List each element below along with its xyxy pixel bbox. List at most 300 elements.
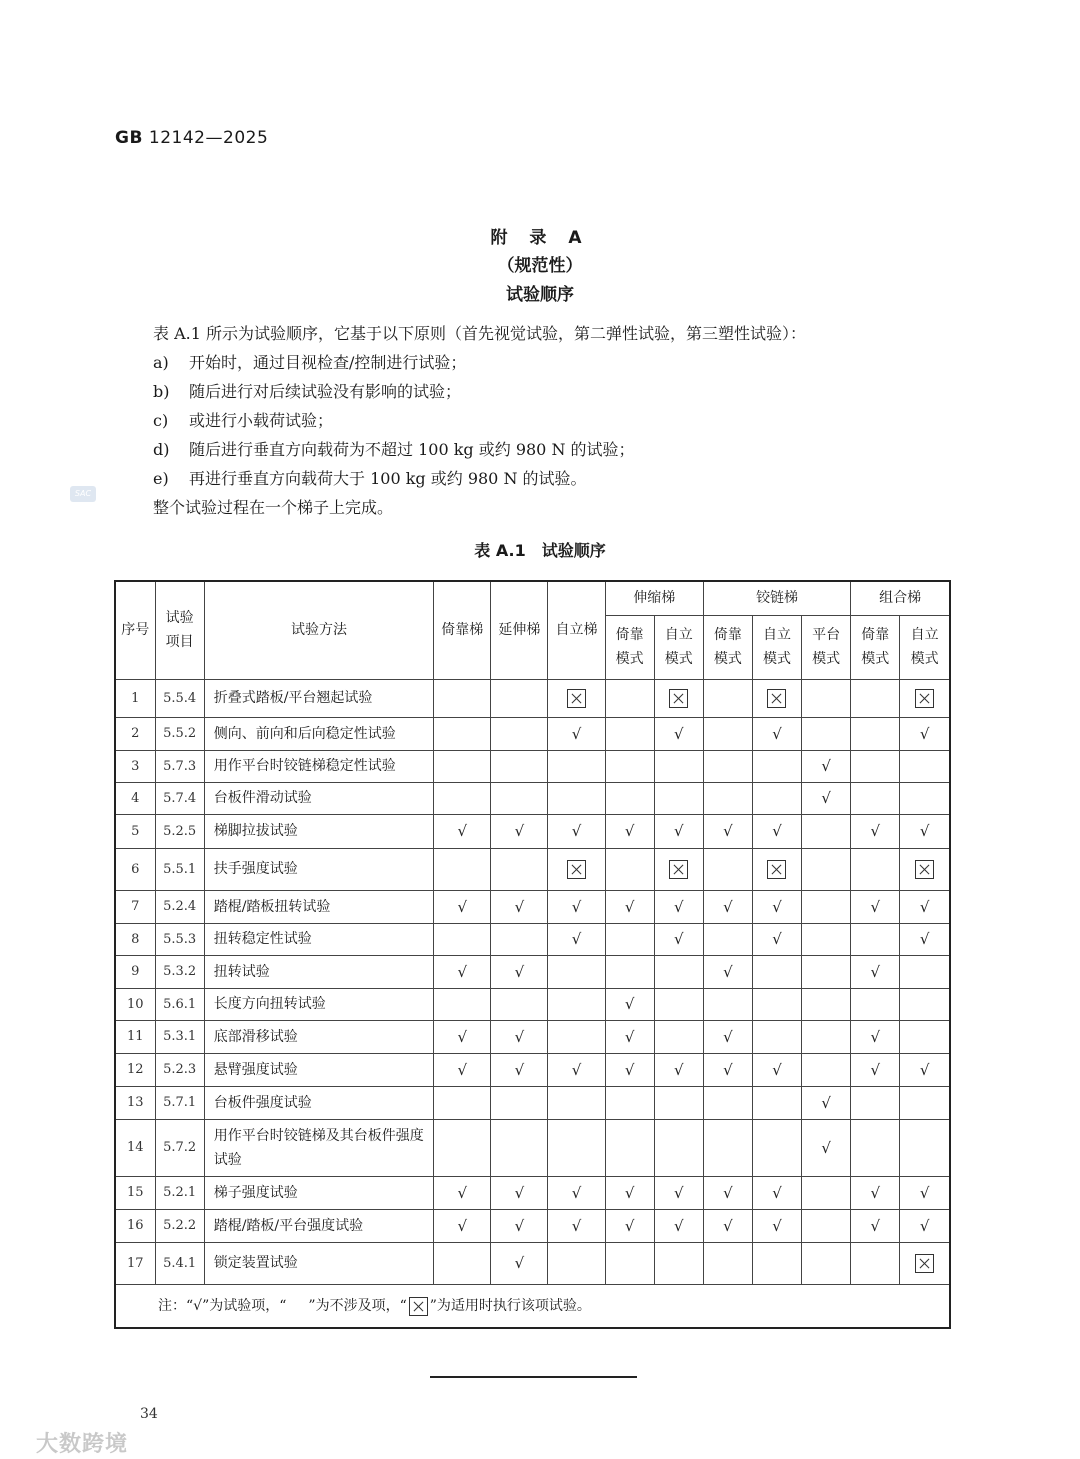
mark-cell: [802, 782, 851, 814]
row-index: 15: [115, 1176, 155, 1209]
check-mark-icon: √: [772, 1183, 782, 1202]
mark-cell: [851, 848, 900, 890]
check-mark-icon: √: [457, 1216, 468, 1235]
mark-cell: [548, 1086, 605, 1119]
mark-cell: [605, 848, 654, 890]
row-index: 4: [115, 782, 155, 814]
mark-cell: [703, 814, 752, 848]
mark-cell: [434, 814, 491, 848]
mark-cell: [654, 955, 703, 988]
row-clause: 5.3.2: [155, 955, 204, 988]
mark-cell: [654, 814, 703, 848]
row-clause: 5.5.2: [155, 717, 204, 750]
note-prefix: 注：“√”为试验项，“: [158, 1298, 287, 1315]
check-mark-icon: √: [723, 897, 733, 916]
mark-cell: [605, 750, 654, 782]
row-clause: 5.7.3: [155, 750, 204, 782]
row-index: 3: [115, 750, 155, 782]
mark-cell: [703, 1020, 752, 1053]
check-mark-icon: √: [673, 724, 684, 743]
mark-cell: [752, 679, 801, 717]
table-caption: 表 A.1 试验顺序: [474, 541, 606, 560]
mark-cell: [605, 955, 654, 988]
annex-type: （规范性）: [497, 256, 583, 276]
mark-cell: [851, 750, 900, 782]
mark-cell: [605, 988, 654, 1020]
row-method: 梯子强度试验: [204, 1176, 434, 1209]
header-method: 试验方法: [204, 581, 434, 679]
mark-cell: [802, 750, 851, 782]
intro-item-label: c): [153, 411, 169, 430]
row-index: 14: [115, 1119, 155, 1176]
mark-cell: [851, 1209, 900, 1242]
conditional-test-icon: [567, 860, 586, 879]
row-index: 6: [115, 848, 155, 890]
check-mark-icon: √: [772, 1216, 782, 1235]
check-mark-icon: √: [624, 822, 635, 840]
mark-cell: [802, 814, 851, 848]
mark-cell: [434, 848, 491, 890]
check-mark-icon: √: [624, 1060, 635, 1079]
mark-cell: [802, 848, 851, 890]
check-mark-icon: √: [723, 1027, 733, 1046]
mark-cell: [491, 1176, 548, 1209]
check-mark-icon: √: [514, 897, 525, 916]
mark-cell: [851, 955, 900, 988]
mark-cell: [703, 955, 752, 988]
intro-item: [153, 348, 973, 377]
mark-cell: [491, 988, 548, 1020]
table-row: [115, 955, 950, 988]
row-clause: 5.2.1: [155, 1176, 204, 1209]
mark-cell: [752, 1020, 801, 1053]
check-mark-icon: √: [514, 1183, 525, 1202]
mark-cell: [900, 1086, 950, 1119]
mark-cell: [491, 848, 548, 890]
mark-cell: [900, 1209, 950, 1242]
table-note: [115, 1284, 950, 1328]
table-row: [115, 1209, 950, 1242]
row-method: 扶手强度试验: [204, 848, 434, 890]
mark-cell: [434, 679, 491, 717]
mark-cell: [654, 750, 703, 782]
header-combination-lean-mode: 倚靠模式: [851, 615, 900, 679]
check-mark-icon: √: [457, 1027, 468, 1046]
mark-cell: [802, 890, 851, 923]
mark-cell: [491, 750, 548, 782]
conditional-test-icon: [409, 1297, 428, 1316]
intro-item-label: e): [153, 469, 169, 488]
mark-cell: [802, 1176, 851, 1209]
mark-cell: [900, 988, 950, 1020]
row-method: 台板件强度试验: [204, 1086, 434, 1119]
mark-cell: [548, 955, 605, 988]
row-method: 扭转稳定性试验: [204, 923, 434, 955]
table-row: [115, 890, 950, 923]
row-index: 16: [115, 1209, 155, 1242]
header-leaning-ladder: 倚靠梯: [434, 581, 491, 679]
check-mark-icon: √: [870, 1060, 880, 1079]
mark-cell: [654, 717, 703, 750]
check-mark-icon: √: [723, 1060, 733, 1079]
mark-cell: [548, 1209, 605, 1242]
table-row: [115, 988, 950, 1020]
mark-cell: [802, 923, 851, 955]
check-mark-icon: √: [624, 1027, 635, 1046]
conditional-test-icon: [915, 860, 934, 879]
header-combination-stand-mode: 自立模式: [900, 615, 950, 679]
check-mark-icon: √: [457, 1183, 468, 1202]
mark-cell: [654, 923, 703, 955]
check-mark-icon: √: [723, 822, 733, 840]
check-mark-icon: √: [821, 789, 831, 807]
mark-cell: [434, 1119, 491, 1176]
check-mark-icon: √: [571, 897, 582, 916]
conditional-test-icon: [767, 860, 786, 879]
mark-cell: [548, 890, 605, 923]
mark-cell: [434, 1176, 491, 1209]
table-row: [115, 1053, 950, 1086]
mark-cell: [491, 1053, 548, 1086]
mark-cell: [703, 923, 752, 955]
mark-cell: [654, 782, 703, 814]
row-method: 底部滑移试验: [204, 1020, 434, 1053]
row-index: 8: [115, 923, 155, 955]
mark-cell: [548, 988, 605, 1020]
mark-cell: [703, 679, 752, 717]
table-row: [115, 750, 950, 782]
row-clause: 5.2.5: [155, 814, 204, 848]
row-clause: 5.2.4: [155, 890, 204, 923]
intro-item-text: 开始时，通过目视检查/控制进行试验；: [189, 353, 467, 372]
intro-item: [153, 377, 973, 406]
check-mark-icon: √: [870, 1027, 880, 1046]
mark-cell: [434, 750, 491, 782]
test-sequence-table: [114, 580, 951, 1329]
check-mark-icon: √: [772, 1060, 782, 1079]
conditional-test-icon: [669, 689, 688, 708]
check-mark-icon: √: [821, 757, 831, 775]
mark-cell: [900, 848, 950, 890]
mark-cell: [802, 1119, 851, 1176]
header-standing-ladder: 自立梯: [548, 581, 605, 679]
mark-cell: [605, 1086, 654, 1119]
mark-cell: [802, 988, 851, 1020]
header-item: 试验项目: [155, 581, 204, 679]
mark-cell: [851, 814, 900, 848]
mark-cell: [548, 782, 605, 814]
check-mark-icon: √: [514, 1027, 525, 1046]
mark-cell: [752, 782, 801, 814]
check-mark-icon: √: [870, 897, 880, 916]
check-mark-icon: √: [772, 724, 782, 743]
row-index: 12: [115, 1053, 155, 1086]
mark-cell: [654, 890, 703, 923]
mark-cell: [605, 1176, 654, 1209]
intro-item: [153, 406, 973, 435]
table-row: [115, 1242, 950, 1284]
mark-cell: [752, 1119, 801, 1176]
mark-cell: [851, 717, 900, 750]
row-method: 悬臂强度试验: [204, 1053, 434, 1086]
check-mark-icon: √: [514, 962, 525, 981]
mark-cell: [548, 923, 605, 955]
header-hinged-ladder: 铰链梯: [703, 581, 850, 615]
check-mark-icon: √: [919, 1183, 930, 1202]
mark-cell: [752, 988, 801, 1020]
intro-item-text: 再进行垂直方向载荷大于 100 kg 或约 980 N 的试验。: [189, 469, 587, 488]
check-mark-icon: √: [457, 822, 468, 840]
intro-item-label: b): [153, 382, 170, 401]
mark-cell: [434, 890, 491, 923]
row-method: 台板件滑动试验: [204, 782, 434, 814]
mark-cell: [491, 1209, 548, 1242]
mark-cell: [605, 679, 654, 717]
intro-item-text: 随后进行垂直方向载荷为不超过 100 kg 或约 980 N 的试验；: [189, 440, 635, 459]
row-clause: 5.2.3: [155, 1053, 204, 1086]
mark-cell: [654, 679, 703, 717]
mark-cell: [491, 923, 548, 955]
row-clause: 5.6.1: [155, 988, 204, 1020]
mark-cell: [752, 750, 801, 782]
check-mark-icon: √: [723, 1216, 733, 1235]
mark-cell: [548, 1176, 605, 1209]
table-row: [115, 1020, 950, 1053]
mark-cell: [900, 1020, 950, 1053]
mark-cell: [900, 717, 950, 750]
header-telescopic-ladder: 伸缩梯: [605, 581, 703, 615]
mark-cell: [851, 1020, 900, 1053]
table-row: [115, 782, 950, 814]
mark-cell: [605, 1119, 654, 1176]
header-combination-ladder: 组合梯: [851, 581, 950, 615]
mark-cell: [900, 1242, 950, 1284]
intro-text: [153, 319, 973, 522]
mark-cell: [851, 1119, 900, 1176]
mark-cell: [851, 988, 900, 1020]
row-method: 侧向、前向和后向稳定性试验: [204, 717, 434, 750]
mark-cell: [491, 1020, 548, 1053]
mark-cell: [605, 1020, 654, 1053]
mark-cell: [491, 782, 548, 814]
mark-cell: [548, 1242, 605, 1284]
mark-cell: [548, 1053, 605, 1086]
conditional-test-icon: [567, 689, 586, 708]
mark-cell: [703, 1242, 752, 1284]
table-row: [115, 848, 950, 890]
mark-cell: [654, 1209, 703, 1242]
row-method: 锁定装置试验: [204, 1242, 434, 1284]
header-hinged-lean-mode: 倚靠模式: [703, 615, 752, 679]
check-mark-icon: √: [571, 724, 582, 743]
header-hinged-stand-mode: 自立模式: [752, 615, 801, 679]
mark-cell: [434, 955, 491, 988]
row-index: 10: [115, 988, 155, 1020]
check-mark-icon: √: [772, 822, 782, 840]
mark-cell: [752, 923, 801, 955]
intro-item-text: 或进行小载荷试验；: [189, 411, 334, 430]
sac-logo-icon: SAC: [70, 486, 96, 502]
mark-cell: [654, 1086, 703, 1119]
check-mark-icon: √: [624, 1183, 635, 1202]
mark-cell: [752, 848, 801, 890]
check-mark-icon: √: [457, 962, 468, 981]
mark-cell: [605, 890, 654, 923]
mark-cell: [605, 1209, 654, 1242]
table-row: [115, 1176, 950, 1209]
intro-item-label: a): [153, 353, 169, 372]
mark-cell: [605, 923, 654, 955]
table-row: [115, 1086, 950, 1119]
mark-cell: [900, 782, 950, 814]
check-mark-icon: √: [673, 1216, 684, 1235]
mark-cell: [654, 848, 703, 890]
test-sequence-table-wrapper: [114, 580, 951, 1329]
header-extension-ladder: 延伸梯: [491, 581, 548, 679]
mark-cell: [548, 1020, 605, 1053]
row-index: 13: [115, 1086, 155, 1119]
mark-cell: [654, 1176, 703, 1209]
row-method: 用作平台时铰链梯及其台板件强度试验: [204, 1119, 434, 1176]
mark-cell: [703, 848, 752, 890]
header-idx: 序号: [115, 581, 155, 679]
mark-cell: [605, 1242, 654, 1284]
mark-cell: [900, 1176, 950, 1209]
mark-cell: [900, 679, 950, 717]
check-mark-icon: √: [821, 1138, 831, 1157]
mark-cell: [703, 988, 752, 1020]
check-mark-icon: √: [571, 1183, 582, 1202]
annex-title: 附 录 A: [490, 228, 590, 248]
check-mark-icon: √: [870, 962, 880, 981]
row-method: 梯脚拉拔试验: [204, 814, 434, 848]
check-mark-icon: √: [919, 1060, 930, 1079]
check-mark-icon: √: [673, 897, 684, 916]
mark-cell: [802, 955, 851, 988]
check-mark-icon: √: [919, 822, 930, 840]
header-hinged-platform-mode: 平台模式: [802, 615, 851, 679]
intro-lead: 表 A.1 所示为试验顺序，它基于以下原则（首先视觉试验，第二弹性试验，第三塑性试验）：: [153, 324, 806, 343]
intro-item: [153, 464, 973, 493]
mark-cell: [703, 1209, 752, 1242]
mark-cell: [434, 1020, 491, 1053]
row-clause: 5.4.1: [155, 1242, 204, 1284]
check-mark-icon: √: [673, 1060, 684, 1079]
check-mark-icon: √: [514, 1216, 525, 1235]
mark-cell: [491, 679, 548, 717]
mark-cell: [851, 923, 900, 955]
row-clause: 5.7.4: [155, 782, 204, 814]
standard-prefix: GB: [115, 128, 143, 148]
conditional-test-icon: [767, 689, 786, 708]
mark-cell: [654, 1020, 703, 1053]
row-method: 用作平台时铰链梯稳定性试验: [204, 750, 434, 782]
check-mark-icon: √: [571, 1060, 582, 1079]
row-clause: 5.7.1: [155, 1086, 204, 1119]
mark-cell: [434, 1209, 491, 1242]
row-method: 踏棍/踏板扭转试验: [204, 890, 434, 923]
mark-cell: [802, 717, 851, 750]
mark-cell: [703, 1119, 752, 1176]
mark-cell: [900, 955, 950, 988]
mark-cell: [434, 923, 491, 955]
check-mark-icon: √: [673, 1183, 684, 1202]
mark-cell: [654, 1119, 703, 1176]
mark-cell: [491, 814, 548, 848]
annex-heading: 试验顺序: [506, 285, 574, 305]
intro-list: [153, 348, 973, 493]
mark-cell: [851, 679, 900, 717]
mark-cell: [851, 1242, 900, 1284]
table-row: [115, 923, 950, 955]
check-mark-icon: √: [772, 930, 782, 948]
check-mark-icon: √: [723, 1183, 733, 1202]
row-clause: 5.3.1: [155, 1020, 204, 1053]
table-row: [115, 1119, 950, 1176]
mark-cell: [802, 1086, 851, 1119]
header-telescopic-stand-mode: 自立模式: [654, 615, 703, 679]
mark-cell: [802, 679, 851, 717]
mark-cell: [802, 1242, 851, 1284]
check-mark-icon: √: [571, 1216, 582, 1235]
mark-cell: [752, 1053, 801, 1086]
check-mark-icon: √: [514, 1254, 525, 1272]
check-mark-icon: √: [919, 724, 930, 743]
mark-cell: [851, 890, 900, 923]
mark-cell: [434, 782, 491, 814]
row-method: 踏棍/踏板/平台强度试验: [204, 1209, 434, 1242]
table-row: [115, 679, 950, 717]
mark-cell: [491, 955, 548, 988]
conditional-test-icon: [915, 689, 934, 708]
row-method: 折叠式踏板/平台翘起试验: [204, 679, 434, 717]
mark-cell: [654, 1242, 703, 1284]
table-body: [115, 679, 950, 1284]
mark-cell: [703, 1086, 752, 1119]
check-mark-icon: √: [919, 897, 930, 916]
mark-cell: [654, 988, 703, 1020]
mark-cell: [851, 782, 900, 814]
mark-cell: [605, 1053, 654, 1086]
check-mark-icon: √: [821, 1093, 831, 1112]
mark-cell: [491, 1086, 548, 1119]
intro-item: [153, 435, 973, 464]
mark-cell: [703, 717, 752, 750]
mark-cell: [491, 1242, 548, 1284]
mark-cell: [548, 750, 605, 782]
intro-item-text: 随后进行对后续试验没有影响的试验；: [189, 382, 462, 401]
mark-cell: [654, 1053, 703, 1086]
check-mark-icon: √: [723, 962, 733, 981]
note-suffix: ”为适用时执行该项试验。: [429, 1298, 591, 1315]
mark-cell: [548, 679, 605, 717]
mark-cell: [703, 750, 752, 782]
footer-rule: [430, 1376, 637, 1378]
check-mark-icon: √: [870, 1183, 880, 1202]
watermark: 大数跨境: [36, 1432, 129, 1457]
mark-cell: [900, 1119, 950, 1176]
mark-cell: [491, 890, 548, 923]
mark-cell: [548, 1119, 605, 1176]
check-mark-icon: √: [919, 1216, 930, 1235]
mark-cell: [548, 814, 605, 848]
mark-cell: [752, 1176, 801, 1209]
row-index: 9: [115, 955, 155, 988]
mark-cell: [548, 848, 605, 890]
row-clause: 5.2.2: [155, 1209, 204, 1242]
check-mark-icon: √: [514, 822, 525, 840]
row-index: 7: [115, 890, 155, 923]
